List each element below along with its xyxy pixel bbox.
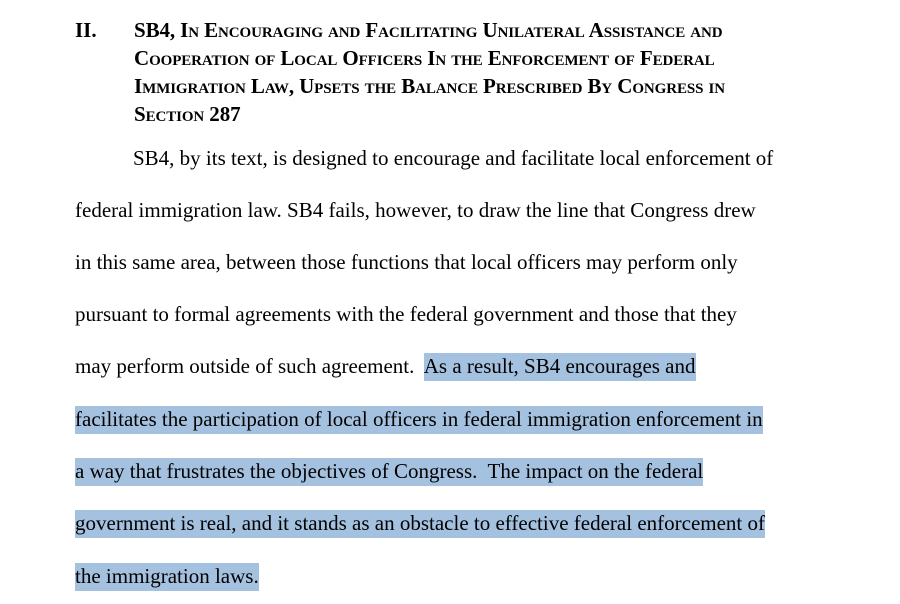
section-number: II.	[75, 18, 97, 42]
body-text-line: SB4, by its text, is designed to encourage and facilitate local enforcement of	[133, 146, 774, 170]
section-title	[134, 16, 864, 128]
body-text-line	[75, 561, 259, 591]
section-title-line: Cooperation of Local Officers In the Enforcement of Federal	[134, 46, 715, 70]
section-title-line: Section 287	[134, 102, 241, 126]
highlighted-text[interactable]: government is real, and it stands as an obstacle to effective federal enforcement of	[75, 510, 765, 538]
highlighted-text[interactable]: facilitates the participation of local officers in federal immigration enforcement in	[75, 406, 763, 434]
body-text-line: pursuant to formal agreements with the federal government and those that they	[75, 302, 737, 326]
body-text-line: in this same area, between those functions that local officers may perform only	[75, 250, 738, 274]
highlighted-text[interactable]: the immigration laws.	[75, 563, 259, 591]
body-text-line	[75, 456, 703, 486]
body-text-line	[75, 508, 765, 538]
body-text-plain: may perform outside of such agreement.	[75, 354, 424, 378]
highlighted-text[interactable]: a way that frustrates the objectives of Congress. The impact on the federal	[75, 458, 703, 486]
section-title-line: Immigration Law, Upsets the Balance Prescribed By Congress in	[134, 74, 725, 98]
body-text-line: federal immigration law. SB4 fails, however, to draw the line that Congress drew	[75, 198, 756, 222]
body-text-line	[75, 351, 696, 381]
highlighted-text[interactable]: As a result, SB4 encourages and	[424, 353, 696, 381]
section-title-line: SB4, In Encouraging and Facilitating Unilateral Assistance and	[134, 18, 723, 42]
body-text-line	[75, 404, 763, 434]
